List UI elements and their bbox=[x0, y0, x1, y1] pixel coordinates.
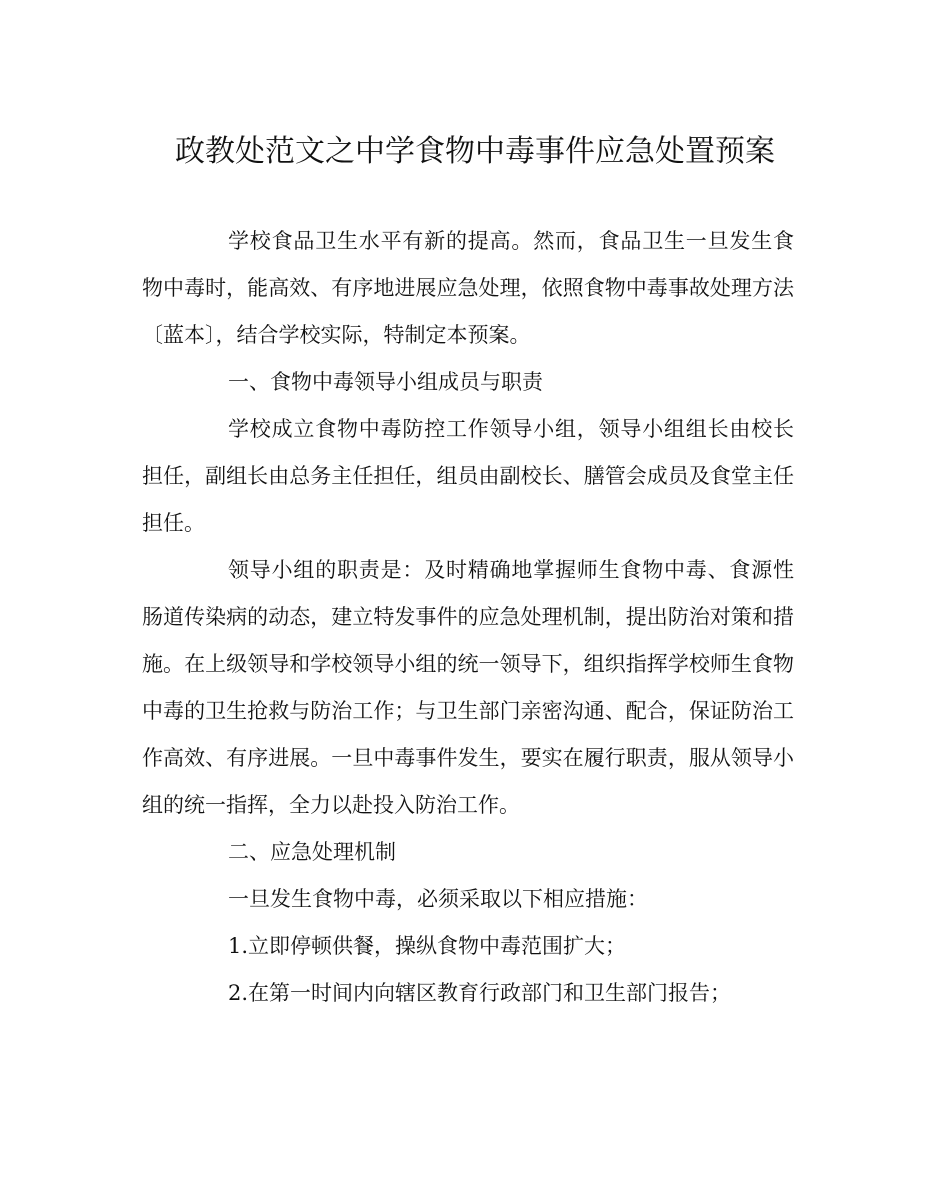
section-heading-1: 一、食物中毒领导小组成员与职责 bbox=[228, 370, 543, 394]
document-body bbox=[142, 218, 794, 1017]
duties-paragraph: 领导小组的职责是：及时精确地掌握师生食物中毒、食源性肠道传染病的动态，建立特发事件的应急处理机制，提出防治对策和措施。在上级领导和学校领导小组的统一领导下，组织指挥学校师生食物中毒的卫生抢救与防治工作；与卫生部门亲密沟通、配合，保证防治工作高效、有序进展。一旦中毒事件发生，要实在履行职责，服从领导小组的统一指挥，全力以赴投入防治工作。 bbox=[142, 558, 794, 817]
document-title: 政教处范文之中学食物中毒事件应急处置预案 bbox=[175, 134, 775, 169]
team-paragraph: 学校成立食物中毒防控工作领导小组，领导小组组长由校长担任，副组长由总务主任担任，组员由副校长、膳管会成员及食堂主任担任。 bbox=[142, 417, 794, 535]
measure-item-2: 2.在第一时间内向辖区教育行政部门和卫生部门报告； bbox=[228, 981, 732, 1005]
measure-item-1: 1.立即停顿供餐，操纵食物中毒范围扩大； bbox=[228, 934, 627, 958]
section-heading-2: 二、应急处理机制 bbox=[228, 840, 396, 864]
measures-intro: 一旦发生食物中毒，必须采取以下相应措施： bbox=[228, 887, 648, 911]
intro-paragraph: 学校食品卫生水平有新的提高。然而，食品卫生一旦发生食物中毒时，能高效、有序地进展应急处理，依照食物中毒事故处理方法〔蓝本〕，结合学校实际，特制定本预案。 bbox=[142, 229, 794, 347]
